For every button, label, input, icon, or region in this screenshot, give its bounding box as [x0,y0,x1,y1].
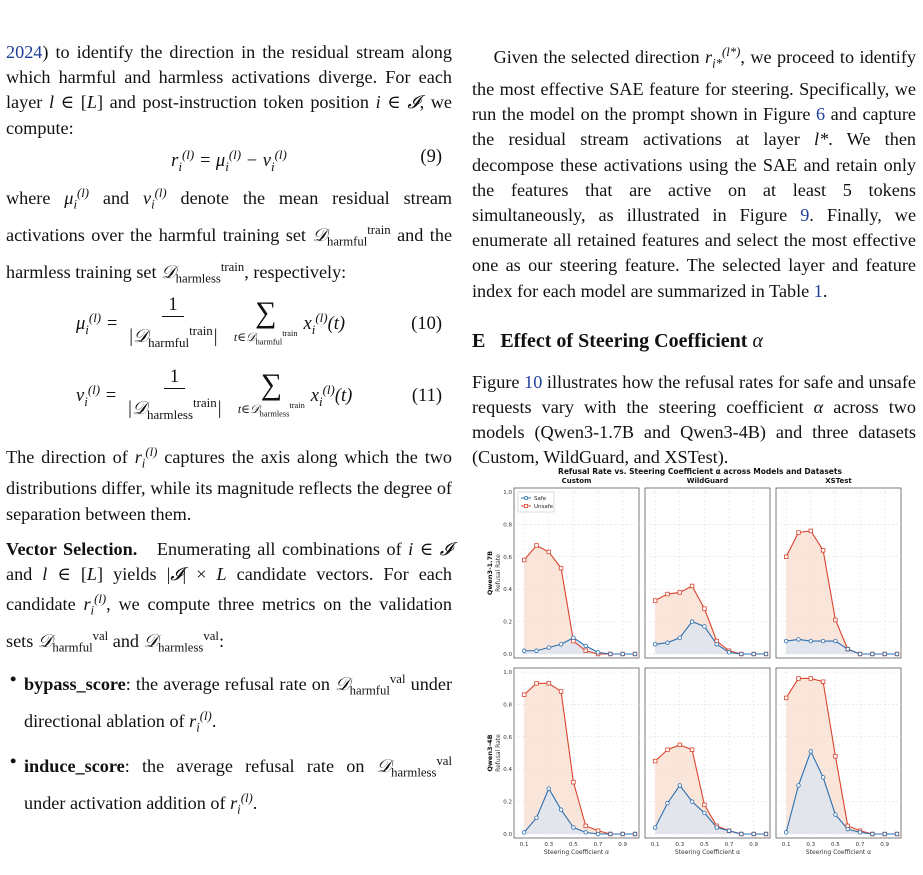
safe-point [678,784,682,788]
y-tick-label: 0.8 [503,522,512,529]
safe-point [715,826,719,830]
unsafe-point [653,759,657,763]
unsafe-point [834,618,838,622]
legend-unsafe-label: Unsafe [534,504,554,510]
safe-point [797,638,801,642]
unsafe-point [784,696,788,700]
legend-unsafe-marker [524,504,527,507]
unsafe-point [584,649,588,653]
safe-point [809,750,813,754]
panel-title: XSTest [825,477,852,485]
safe-point [740,832,744,836]
y-axis-label: Refusal Rate [495,554,502,592]
panel-title: Custom [561,477,592,485]
safe-point [596,832,600,836]
safe-point [535,649,539,653]
unsafe-point [572,780,576,784]
unsafe-point [559,566,563,570]
x-axis-label: Steering Coefficient α [805,849,872,856]
equation-10: $\mu_i^{(l)}$ = $\frac{1}{|𝒟_{harmful}^{train}|}$ ∑ t∈𝒟$_{harmful}^{train}$ $x_i^{(l)}(t)$ (10) [76,294,442,350]
unsafe-point [821,549,825,553]
y-tick-label: 0.2 [503,619,512,626]
equation-11: $\nu_i^{(l)}$ = $\frac{1}{|𝒟_{harmless}^{train}|}$ ∑ t∈𝒟$_{harmless}^{train}$ $x_i^{(l)}(t)$ (11) [76,366,442,422]
safe-point [809,639,813,643]
row-label: Qwen3-1.7B [486,550,494,596]
unsafe-point [797,677,801,681]
safe-point [653,642,657,646]
unsafe-point [809,677,813,681]
safe-point [834,639,838,643]
safe-point [727,829,731,833]
unsafe-point [666,592,670,596]
unsafe-point [821,680,825,684]
y-tick-label: 0.4 [503,767,512,774]
safe-point [609,652,613,656]
x-tick-label: 0.3 [544,842,554,848]
x-axis-label: Steering Coefficient α [543,849,610,856]
para-direction-meaning: The direction of $r_i^{(l)}$ captures the axis along which the two distributions differ, while its magnitude reflects the degree of separation between them. [6,444,453,524]
safe-point [535,816,539,820]
y-tick-label: 0.8 [503,702,512,709]
unsafe-point [703,607,707,611]
unsafe-point [678,591,682,595]
safe-point [895,832,899,836]
y-tick-label: 0.0 [503,652,512,658]
chart-title: Refusal Rate vs. Steering Coefficient α across Models and Datasets [558,467,842,476]
safe-point [871,832,875,836]
unsafe-point [535,544,539,548]
safe-point [858,652,862,656]
safe-point [690,620,694,624]
safe-point [727,651,731,655]
y-axis-label: Refusal Rate [495,734,502,772]
safe-point [703,625,707,629]
refusal-rate-chart [484,460,916,870]
y-tick-label: 0.2 [503,799,512,806]
unsafe-point [678,743,682,747]
safe-point [846,827,850,831]
safe-point [559,808,563,812]
safe-point [666,801,670,805]
safe-point [666,641,670,645]
unsafe-point [809,529,813,533]
x-tick-label: 0.1 [781,842,791,848]
right-column [472,40,916,471]
para-figure-10: Figure 10 illustrates how the refusal rates for safe and unsafe requests vary with the steering coefficient α across two models (Qwen3-1.7B and Qwen3-4B) and three datasets (Custom, WildGuard, and XSTest). [472,371,917,468]
safe-point [596,651,600,655]
left-column [6,40,452,831]
safe-point [621,652,625,656]
safe-point [895,652,899,656]
safe-point [653,826,657,830]
unsafe-point [690,748,694,752]
y-tick-label: 0.4 [503,587,512,594]
safe-point [846,647,850,651]
safe-point [784,639,788,643]
safe-point [584,831,588,835]
x-tick-label: 0.9 [749,842,759,848]
safe-point [883,832,887,836]
safe-point [633,832,637,836]
legend-safe-marker [524,496,527,499]
safe-point [690,800,694,804]
safe-point [752,832,756,836]
section-heading: E Effect of Steering Coefficient α [472,329,763,352]
list-item: • bypass_score: the average refusal rate on 𝒟$_{harmful}^{val}$ under directional ablation of $r_i^{(l)}$. [24,667,452,741]
safe-point [559,642,563,646]
safe-point [703,811,707,815]
x-tick-label: 0.7 [593,842,603,848]
x-tick-label: 0.3 [675,842,685,848]
unsafe-point [547,682,551,686]
safe-point [821,639,825,643]
legend-safe-label: Safe [534,496,547,502]
unsafe-point [584,824,588,828]
figure-10-link[interactable]: 10 [524,371,543,392]
figure-refusal-rate [484,460,916,870]
unsafe-point [547,550,551,554]
metric-list [6,667,452,823]
y-tick-label: 1.0 [503,490,512,496]
safe-point [621,832,625,836]
x-tick-label: 0.1 [519,842,529,848]
safe-point [584,644,588,648]
para-vector-selection: Vector Selection. Enumerating all combinations of i ∈ 𝓘 and l ∈ [L] yields |𝓘| × L candidate vectors. For each candidate $r_i^{(l)}$, we compute three metrics on the validation sets 𝒟$_{harmful}^{val}$ and 𝒟$_{harmless}^{val}$: [6,538,453,655]
safe-point [633,652,637,656]
table-1-link[interactable]: 1 [813,280,823,301]
safe-point [871,652,875,656]
safe-point [715,642,719,646]
safe-point [522,649,526,653]
x-tick-label: 0.5 [569,842,578,848]
unsafe-point [535,682,539,686]
safe-point [572,826,576,830]
unsafe-point [522,558,526,562]
safe-point [572,636,576,640]
vector-selection-heading: Vector Selection. [6,538,138,559]
row-label: Qwen3-4B [486,734,494,772]
safe-point [547,787,551,791]
safe-point [834,813,838,817]
para-direction: 2024) to identify the direction in the residual stream along which harmful and harmless activations diverge. For each layer l ∈ [L] and post-instruction token position i ∈ 𝓘, we compute: [6,42,452,138]
x-axis-label: Steering Coefficient α [674,849,741,856]
unsafe-point [666,748,670,752]
figure-6-link[interactable]: 6 [816,104,826,125]
unsafe-point [522,693,526,697]
safe-point [883,652,887,656]
y-tick-label: 0.0 [503,832,512,838]
x-tick-label: 0.7 [724,842,734,848]
safe-point [764,652,768,656]
y-tick-label: 0.6 [503,734,512,741]
unsafe-point [703,803,707,807]
figure-9-link[interactable]: 9 [800,204,810,225]
para-sae-feature: Given the selected direction $r_{i*}^{(l*)}$, we proceed to identify the most effective SAE feature for steering. Specifically, we run the model on the prompt shown in Figure 6 and capture the residual stream activations at layer l*. We then decompose these activations using the SAE and retain only the features that are active on at least 5 tokens simultaneously, as illustrated in Figure 9. Finally, we enumerate all retained features and select the most effective one as our steering feature. The selected layer and feature index for each model are summarized in Table 1. [472,45,917,301]
y-tick-label: 1.0 [503,670,512,676]
citation-link[interactable]: 2024 [6,42,43,62]
x-tick-label: 0.9 [618,842,628,848]
equation-9: $r_i^{(l)} = \mu_i^{(l)} - \nu_i^{(l)}$ (9) [171,146,442,174]
para-means: where $\mu_i^{(l)}$ and $\nu_i^{(l)}$ denote the mean residual stream activations over the harmful training set 𝒟$_{harmful}^{train}$ and the harmless training set 𝒟$_{harmless}^{train}$, respectively: [6,185,453,286]
safe-point [764,832,768,836]
unsafe-point [834,754,838,758]
safe-point [547,646,551,650]
safe-point [678,636,682,640]
x-tick-label: 0.7 [855,842,865,848]
safe-point [609,832,613,836]
list-item: • induce_score: the average refusal rate on 𝒟$_{harmless}^{val}$ under activation addition of $r_i^{(l)}$. [24,749,452,823]
unsafe-point [784,555,788,559]
panel-title: WildGuard [686,477,729,485]
unsafe-point [559,690,563,694]
safe-point [740,652,744,656]
safe-point [797,784,801,788]
safe-point [522,831,526,835]
safe-point [752,652,756,656]
x-tick-label: 0.3 [806,842,816,848]
x-tick-label: 0.5 [831,842,840,848]
unsafe-point [797,531,801,535]
unsafe-point [653,599,657,603]
y-tick-label: 0.6 [503,554,512,561]
unsafe-point [690,584,694,588]
x-tick-label: 0.9 [880,842,890,848]
safe-point [784,831,788,835]
safe-point [821,776,825,780]
x-tick-label: 0.5 [700,842,709,848]
x-tick-label: 0.1 [650,842,660,848]
safe-point [858,831,862,835]
